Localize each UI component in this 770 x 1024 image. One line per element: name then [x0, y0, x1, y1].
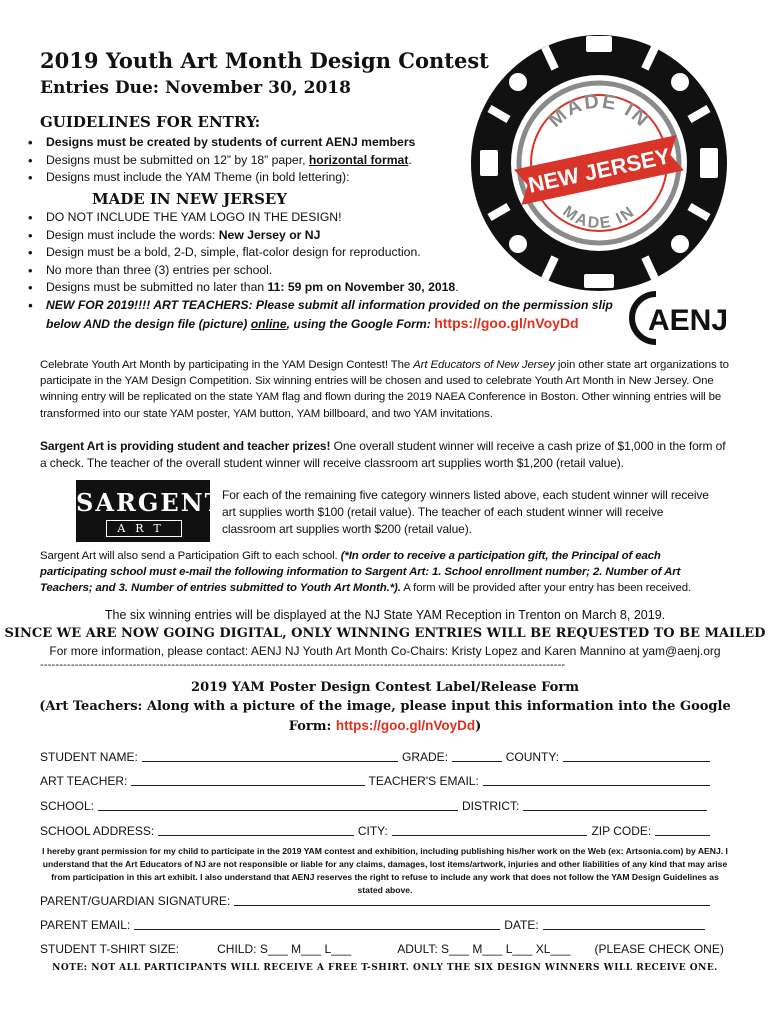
teacher-email-field[interactable]	[483, 773, 710, 786]
school-address-field[interactable]	[158, 823, 354, 836]
google-form-link[interactable]: https://goo.gl/nVoyDd	[335, 718, 476, 733]
adult-sizes[interactable]: ADULT: S___ M___ L___ XL___	[397, 942, 571, 956]
grade-label: GRADE:	[402, 750, 449, 764]
reception-notice: The six winning entries will be displayed at the NJ State YAM Reception in Trenton on March 8, 2019.	[104, 608, 666, 622]
parent-signature-field[interactable]	[234, 893, 710, 906]
district-label: DISTRICT:	[462, 799, 520, 813]
form-row-parent-signature	[40, 890, 714, 908]
prizes-paragraph: Sargent Art is providing student and teacher prizes! One overall student winner will receive a cash prize of $1,000 in the form of a check. The teacher of the overall student winner will receive classroom art supplies worth $1,200 (retail value).	[40, 439, 726, 470]
list-item: • NEW FOR 2019!!!! ART TEACHERS: Please submit all information provided on the permission slip below AND the design file (picture) online, using the Google Form: https://goo.gl/nVoyDd	[28, 297, 628, 333]
google-form-link[interactable]: https://goo.gl/nVoyDd	[434, 314, 579, 331]
list-item: • Design must be a bold, 2-D, simple, flat-color design for reproduction.	[28, 244, 628, 262]
guidelines-heading: GUIDELINES FOR ENTRY:	[40, 113, 261, 131]
aenj-logo	[628, 290, 740, 346]
child-sizes[interactable]: CHILD: S___ M___ L___	[217, 942, 352, 956]
art-teacher-label: ART TEACHER:	[40, 774, 128, 788]
entries-due: Entries Due: November 30, 2018	[40, 78, 351, 98]
parent-signature-label: PARENT/GUARDIAN SIGNATURE:	[40, 894, 231, 908]
list-item: • DO NOT INCLUDE THE YAM LOGO IN THE DESIGN!	[28, 209, 628, 227]
school-address-label: SCHOOL ADDRESS:	[40, 824, 155, 838]
county-field[interactable]	[563, 749, 710, 762]
form-row-tshirt	[40, 938, 724, 956]
seal-banner-text: NEW JERSEY	[525, 143, 673, 198]
category-prizes-paragraph: For each of the remaining five category winners listed above, each student winner will receive art supplies worth $100 (retail value). The teacher of each student winner will receive classroom art supplies worth $200 (retail value).	[222, 488, 709, 536]
made-in-new-jersey-seal	[466, 30, 732, 296]
district-field[interactable]	[523, 798, 707, 811]
intro-paragraph: Celebrate Youth Art Month by participating in the YAM Design Contest! The Art Educators of New Jersey join other state art organizations to participate in the YAM Design Competition. Six winning entries will be chosen and used to celebrate Youth Art Month in New Jersey. One winning entry will be replicated on the state YAM flag and flown during the 2019 NAEA Conference in Boston. Other winning entries will be transformed into our state YAM poster, YAM button, YAM billboard, and two YAM invitations.	[40, 359, 729, 420]
grade-field[interactable]	[452, 749, 502, 762]
tshirt-label: STUDENT T-SHIRT SIZE:	[40, 942, 180, 956]
school-label: SCHOOL:	[40, 799, 95, 813]
cut-line: ----------------------------------------------------------------------------------------------------------------------------------------	[40, 659, 566, 671]
seal-top-text: MADE IN	[544, 90, 654, 132]
aenj-logo-text: AENJ	[648, 304, 729, 337]
parent-email-label: PARENT EMAIL:	[40, 918, 131, 932]
sargent-logo-art: ART	[106, 520, 182, 537]
date-field[interactable]	[543, 917, 705, 930]
list-item: • Design must include the words: New Jersey or NJ	[28, 227, 628, 245]
student-name-field[interactable]	[142, 749, 398, 762]
page-title: 2019 Youth Art Month Design Contest	[40, 48, 489, 73]
tshirt-note: NOTE: NOT ALL PARTICIPANTS WILL RECEIVE A FREE T-SHIRT. ONLY THE SIX DESIGN WINNERS WILL RECEIVE ONE.	[52, 963, 718, 973]
seal-bottom-text: MADE IN	[559, 202, 639, 233]
contact-info: For more information, please contact: AENJ NJ Youth Art Month Co-Chairs: Kristy Lopez and Karen Mannino at yam@aenj.org	[49, 644, 721, 658]
parent-email-field[interactable]	[134, 917, 500, 930]
form-row-parent-email	[40, 914, 714, 932]
participation-gift-paragraph: Sargent Art will also send a Participation Gift to each school. (*In order to receive a participation gift, the Principal of each participating school must e-mail the following information to Sargent Art: 1. School enrollment number; 2. Number of Art Teachers; and 3. Number of entries submitted to Youth Art Month.*). A form will be provided after your entry has been received.	[40, 550, 692, 595]
list-item: • Designs must be submitted no later than 11: 59 pm on November 30, 2018.	[28, 279, 628, 297]
form-row-teacher	[40, 770, 714, 788]
form-title: 2019 YAM Poster Design Contest Label/Release Form	[191, 680, 579, 695]
digital-notice: SINCE WE ARE NOW GOING DIGITAL, ONLY WINNING ENTRIES WILL BE REQUESTED TO BE MAILED	[4, 626, 766, 641]
form-instructions-link-line: Form: https://goo.gl/nVoyDd)	[288, 718, 482, 734]
guidelines-list-a	[28, 134, 468, 187]
yam-theme: MADE IN NEW JERSEY	[92, 190, 288, 208]
teacher-email-label: TEACHER'S EMAIL:	[368, 774, 479, 788]
list-item: • No more than three (3) entries per school.	[28, 262, 628, 280]
form-instructions: (Art Teachers: Along with a picture of the image, please input this information into the Google	[39, 699, 731, 714]
form-row-student	[40, 746, 714, 764]
list-item: • Designs must be submitted on 12” by 18” paper, horizontal format.	[28, 152, 468, 170]
art-teacher-field[interactable]	[131, 773, 364, 786]
sargent-art-logo	[76, 480, 225, 542]
date-label: DATE:	[504, 918, 539, 932]
city-label: CITY:	[357, 824, 388, 838]
check-one-note: (PLEASE CHECK ONE)	[594, 942, 724, 956]
school-field[interactable]	[98, 798, 458, 811]
county-label: COUNTY:	[505, 750, 560, 764]
zip-label: ZIP CODE:	[591, 824, 652, 838]
list-item: • Designs must include the YAM Theme (in bold lettering):	[28, 169, 468, 187]
city-field[interactable]	[392, 823, 588, 836]
student-name-label: STUDENT NAME:	[40, 750, 138, 764]
permission-statement: I hereby grant permission for my child to participate in the 2019 YAM contest and exhibition, including publishing his/her work on the Web (ex: Artsonia.com) by AENJ. I understand that the Art Educators of NJ are not responsible or liable for any claims, damages, lost items/artwork, injuries and other liabilities of any kind that may arise from participation in this art exhibit. I also understand that AENJ reserves the right to refuse to include any work that does not follow the YAM Design Guidelines as stated above.	[42, 846, 728, 895]
form-row-school	[40, 795, 714, 813]
zip-field[interactable]	[655, 823, 710, 836]
sargent-logo-word: SARGENT	[76, 488, 225, 517]
form-row-address	[40, 820, 714, 838]
list-item: • Designs must be created by students of current AENJ members	[28, 134, 468, 152]
